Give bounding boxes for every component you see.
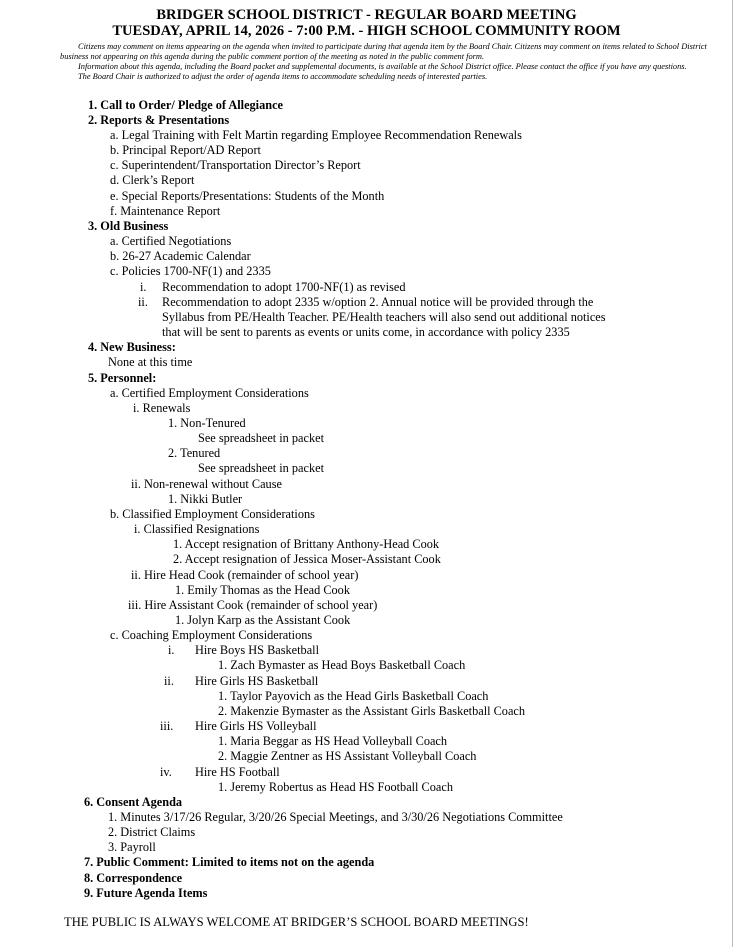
agenda-subitem-5b-i-1: 1. Accept resignation of Brittany Anthony-Head Cook: [173, 537, 440, 551]
agenda-item-8: 8. Correspondence: [84, 871, 183, 885]
agenda-subitem-5c-iv: Hire HS Football: [195, 765, 280, 779]
agenda-subitem-3a: a. Certified Negotiations: [110, 234, 232, 248]
agenda-item-4: 4. New Business:: [88, 340, 176, 354]
agenda-subitem-5b-iii-1: 1. Jolyn Karp as the Assistant Cook: [175, 613, 351, 627]
agenda-item-1: 1. Call to Order/ Pledge of Allegiance: [88, 98, 284, 112]
agenda-subitem-5b-i: i. Classified Resignations: [134, 522, 260, 536]
agenda-subitem-3c: c. Policies 1700-NF(1) and 2335: [110, 264, 271, 278]
agenda-subitem-5a-i-1: 1. Non-Tenured: [168, 416, 246, 430]
meeting-date-location: TUESDAY, APRIL 14, 2026 - 7:00 P.M. - HIGH SCHOOL COMMUNITY ROOM: [112, 23, 621, 39]
notice-paragraph-3: The Board Chair is authorized to adjust the order of agenda items to accommodate scheduling needs of interested parties.: [78, 72, 488, 81]
agenda-subitem-5c-ii-2: 2. Makenzie Bymaster as the Assistant Girls Basketball Coach: [218, 704, 526, 718]
agenda-subitem-5c-i-1: 1. Zach Bymaster as Head Boys Basketball Coach: [218, 658, 466, 672]
agenda-numeral-5c-ii: ii.: [164, 674, 174, 688]
agenda-subitem-5b: b. Classified Employment Considerations: [110, 507, 315, 521]
agenda-subitem-3b: b. 26-27 Academic Calendar: [110, 249, 251, 263]
agenda-subitem-2b: b. Principal Report/AD Report: [110, 143, 261, 157]
notice-paragraph-2: Information about this agenda, including the Board packet and supplemental documents, is available at the School District office. Please contact the office if you have any questions.: [78, 62, 687, 71]
agenda-subitem-5c-iii-1: 1. Maria Beggar as HS Head Volleyball Coach: [218, 734, 448, 748]
agenda-subitem-5a-ii-1: 1. Nikki Butler: [168, 492, 243, 506]
agenda-subitem-2f: f. Maintenance Report: [110, 204, 221, 218]
agenda-item-6: 6. Consent Agenda: [84, 795, 183, 809]
agenda-subitem-5b-ii: ii. Hire Head Cook (remainder of school year): [131, 568, 359, 582]
agenda-subitem-2e: e. Special Reports/Presentations: Students of the Month: [110, 189, 385, 203]
agenda-item-3: 3. Old Business: [88, 219, 169, 233]
notice-paragraph-1: Citizens may comment on items appearing on the agenda when invited to participate during that agenda item by the Board Chair. Citizens may comment on items related to School District business not appearing on this agenda during the public comment portion of the meeting as noted in the public comment form.: [60, 42, 707, 61]
agenda-item-9: 9. Future Agenda Items: [84, 886, 208, 900]
agenda-subitem-5c-ii: Hire Girls HS Basketball: [195, 674, 319, 688]
agenda-subitem-5c-iv-1: 1. Jeremy Robertus as Head HS Football Coach: [218, 780, 453, 794]
agenda-subitem-3c-i: Recommendation to adopt 1700-NF(1) as revised: [162, 280, 406, 294]
agenda-subitem-5a-ii: ii. Non-renewal without Cause: [131, 477, 282, 491]
agenda-subitem-4-none: None at this time: [108, 355, 193, 369]
agenda-numeral-5c-iv: iv.: [160, 765, 172, 779]
welcome-footer: THE PUBLIC IS ALWAYS WELCOME AT BRIDGER’S SCHOOL BOARD MEETINGS!: [64, 915, 529, 929]
agenda-subitem-5b-ii-1: 1. Emily Thomas as the Head Cook: [175, 583, 350, 597]
agenda-subitem-5a-i-2: 2. Tenured: [168, 446, 221, 460]
agenda-subitem-3c-ii-line2: Syllabus from PE/Health Teacher. PE/Health teachers will also send out additional notices: [162, 310, 606, 324]
agenda-subitem-6-3: 3. Payroll: [108, 840, 156, 854]
public-comment-notice: [60, 42, 728, 82]
agenda-subitem-3c-ii-line1: Recommendation to adopt 2335 w/option 2. Annual notice will be provided through the: [162, 295, 594, 309]
agenda-subitem-2d: d. Clerk’s Report: [110, 173, 195, 187]
agenda-subitem-3c-ii-line3: that will be sent to parents as events or units come, in accordance with policy 2335: [162, 325, 570, 339]
agenda-subitem-5c-i: Hire Boys HS Basketball: [195, 643, 319, 657]
agenda-subitem-2c: c. Superintendent/Transportation Director’s Report: [110, 158, 361, 172]
agenda-subitem-5c-iii-2: 2. Maggie Zentner as HS Assistant Volleyball Coach: [218, 749, 477, 763]
agenda-numeral-3c-ii: ii.: [138, 295, 148, 309]
agenda-subitem-5a-i: i. Renewals: [133, 401, 191, 415]
meeting-title: BRIDGER SCHOOL DISTRICT - REGULAR BOARD MEETING: [156, 7, 577, 23]
agenda-subitem-2a: a. Legal Training with Felt Martin regarding Employee Recommendation Renewals: [110, 128, 522, 142]
agenda-numeral-3c-i: i.: [140, 280, 147, 294]
agenda-numeral-5c-iii: iii.: [160, 719, 174, 733]
agenda-subitem-5a: a. Certified Employment Considerations: [110, 386, 309, 400]
agenda-item-5: 5. Personnel:: [88, 371, 157, 385]
agenda-note-5a-i-2: See spreadsheet in packet: [198, 461, 324, 475]
agenda-subitem-5c-iii: Hire Girls HS Volleyball: [195, 719, 317, 733]
agenda-subitem-6-1: 1. Minutes 3/17/26 Regular, 3/20/26 Special Meetings, and 3/30/26 Negotiations Committee: [108, 810, 563, 824]
agenda-numeral-5c-i: i.: [168, 643, 175, 657]
agenda-subitem-5c: c. Coaching Employment Considerations: [110, 628, 313, 642]
agenda-subitem-5c-ii-1: 1. Taylor Payovich as the Head Girls Basketball Coach: [218, 689, 489, 703]
agenda-subitem-5b-i-2: 2. Accept resignation of Jessica Moser-Assistant Cook: [173, 552, 441, 566]
agenda-note-5a-i-1: See spreadsheet in packet: [198, 431, 324, 445]
agenda-item-2: 2. Reports & Presentations: [88, 113, 230, 127]
agenda-item-7: 7. Public Comment: Limited to items not on the agenda: [84, 855, 375, 869]
agenda-subitem-6-2: 2. District Claims: [108, 825, 196, 839]
agenda-subitem-5b-iii: iii. Hire Assistant Cook (remainder of school year): [128, 598, 378, 612]
